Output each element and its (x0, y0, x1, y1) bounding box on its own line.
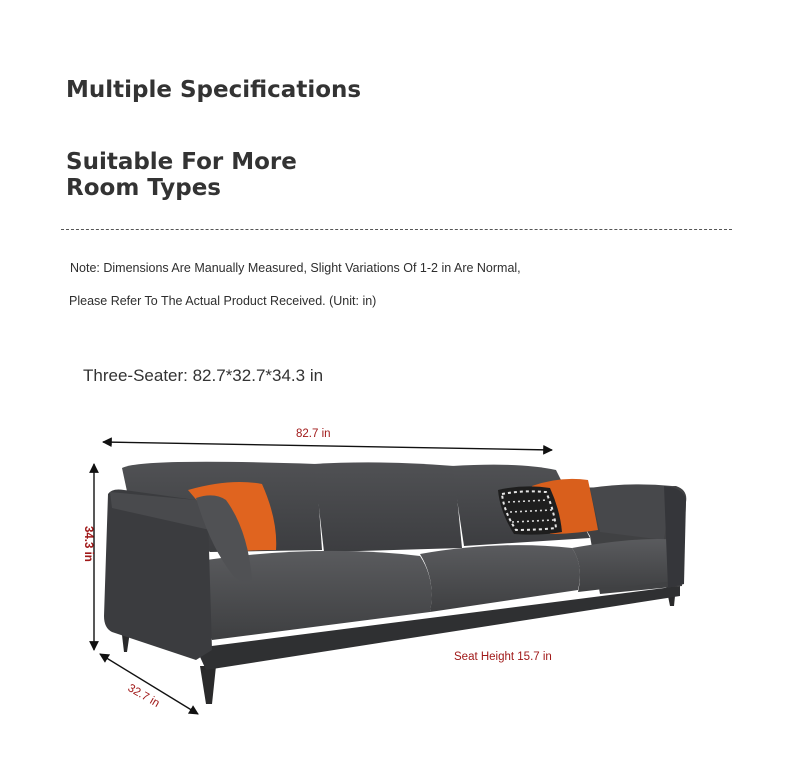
width-dimension-label: 82.7 in (296, 428, 331, 440)
sofa-dimension-figure (0, 400, 790, 769)
measurement-note-line-1: Note: Dimensions Are Manually Measured, Slight Variations Of 1-2 in Are Normal, (70, 261, 521, 275)
back-cushion-middle (314, 462, 462, 552)
measurement-note-line-2: Please Refer To The Actual Product Received. (Unit: in) (69, 294, 377, 308)
heading-multiple-specifications: Multiple Specifications (66, 77, 362, 103)
depth-dimension-label: 32.7 in (125, 682, 162, 710)
sofa-leg (200, 666, 216, 704)
width-dimension-line (103, 442, 552, 450)
right-side-cushion (590, 484, 672, 540)
sofa-illustration (104, 462, 686, 704)
height-dimension-label: 34.3 in (82, 526, 94, 562)
seat-height-label: Seat Height 15.7 in (454, 651, 552, 663)
dashed-divider (61, 229, 732, 230)
three-seater-spec: Three-Seater: 82.7*32.7*34.3 in (83, 366, 324, 385)
heading-room-types: Suitable For More Room Types (66, 149, 297, 201)
